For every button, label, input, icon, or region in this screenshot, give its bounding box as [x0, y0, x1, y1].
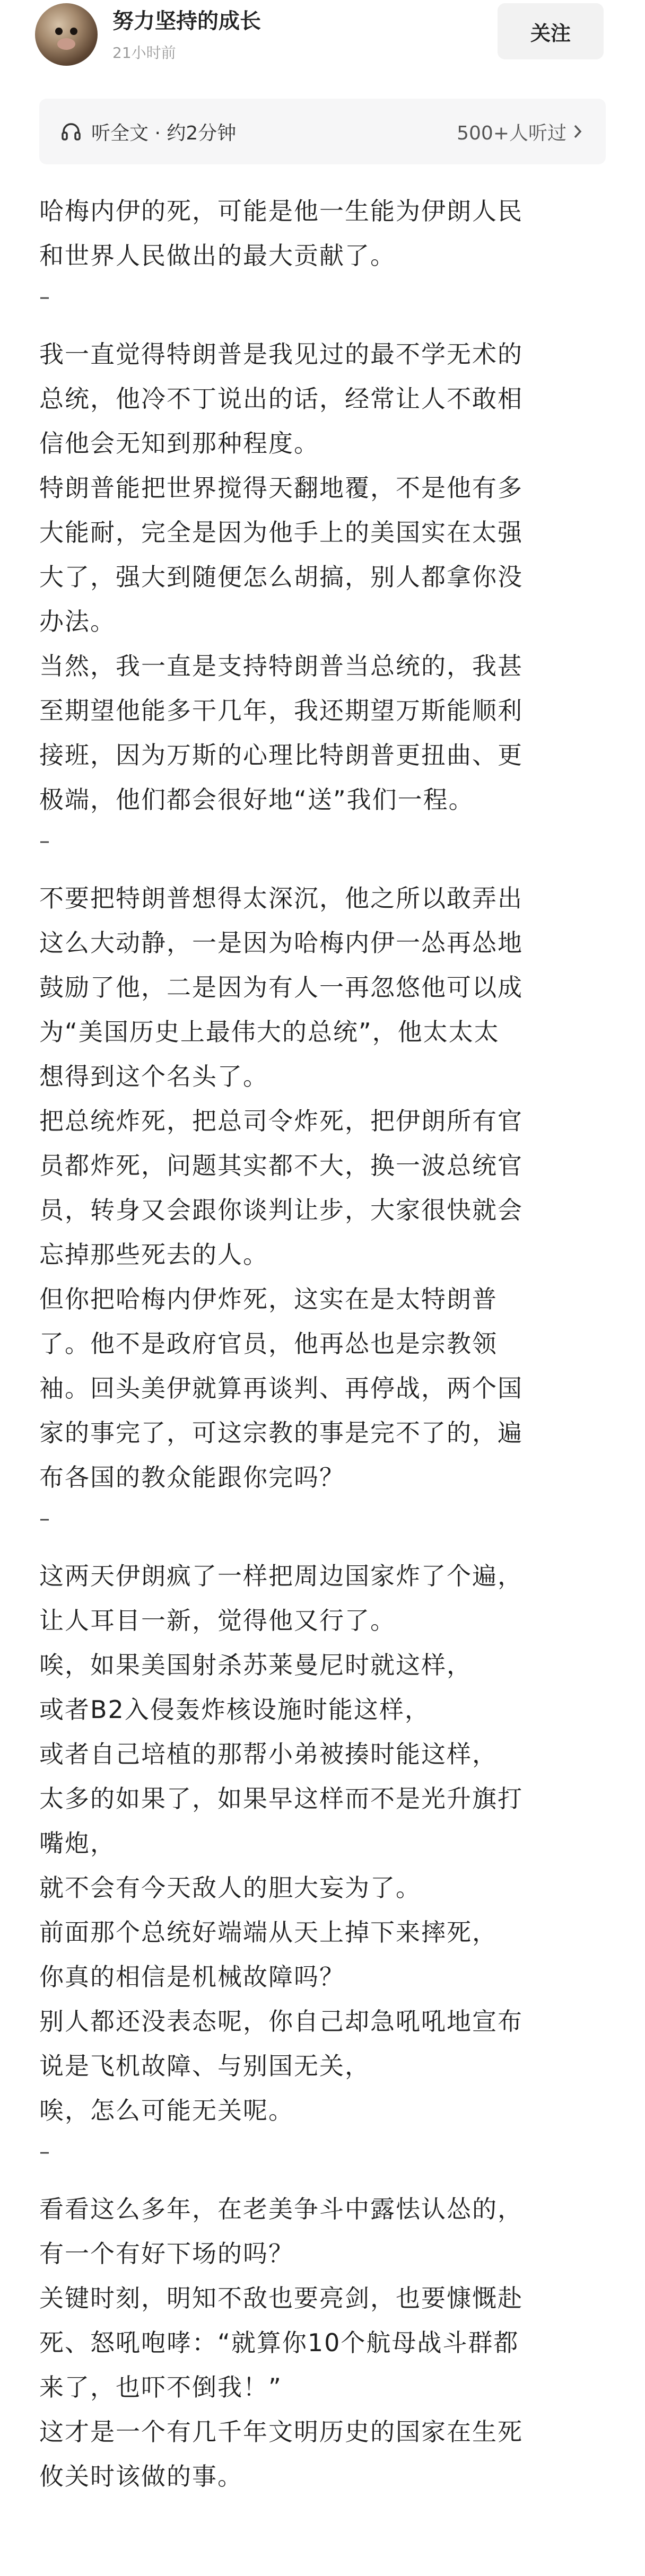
paragraph: 这两天伊朗疯了一样把周边国家炸了个遍， 让人耳目一新，觉得他又行了。: [39, 1562, 523, 1635]
author-avatar[interactable]: [35, 3, 98, 66]
paragraph: 唉，怎么可能无关呢。: [39, 2096, 294, 2125]
paragraph: 特朗普能把世界搅得天翻地覆，不是他有多 大能耐，完全是因为他手上的美国实在太强 大了，强大到随便怎么胡搞，别人都拿你没 办法。: [39, 474, 523, 636]
paragraph: 当然，我一直是支持特朗普当总统的，我甚 至期望他能多干几年，我还期望万斯能顺利 接班，因为万斯的心理比特朗普更扭曲、更 极端，他们都会很好地“送”我们一程。: [39, 652, 523, 814]
paragraph: 就不会有今天敌人的胆大妄为了。: [39, 1873, 421, 1902]
paragraph: 别人都还没表态呢，你自己却急吼吼地宣布 说是飞机故障、与别国无关，: [39, 2007, 523, 2080]
paragraph: 这才是一个有几千年文明历史的国家在生死 攸关时该做的事。: [39, 2417, 523, 2491]
paragraph: 关键时刻，明知不敌也要亮剑，也要慷慨赴 死、怒吼咆哮：“就算你10个航母战斗群都 来了，也吓不倒我！”: [39, 2284, 523, 2402]
avatar-nose: [57, 38, 75, 50]
headphones-icon: [60, 121, 82, 142]
section-divider: –: [39, 285, 50, 309]
paragraph: 把总统炸死，把总司令炸死，把伊朗所有官 员都炸死，问题其实都不大，换一波总统官 员，转身又会跟你谈判让步，大家很快就会 忘掉那些死去的人。: [39, 1107, 523, 1269]
paragraph: 看看这么多年，在老美争斗中露怯认怂的， 有一个有好下场的吗？: [39, 2195, 523, 2268]
paragraph: 前面那个总统好端端从天上掉下来摔死， 你真的相信是机械故障吗？: [39, 1918, 498, 1991]
paragraph: 不要把特朗普想得太深沉，他之所以敢弄出 这么大动静，一是因为哈梅内伊一怂再怂地 鼓励了他，二是因为有人一再忽悠他可以成 为“美国历史上最伟大的总统”，他太太太 想得到这个名头了。: [39, 884, 523, 1091]
follow-button[interactable]: 关注: [498, 3, 604, 59]
section-divider: –: [39, 829, 50, 853]
avatar-eye: [70, 28, 77, 35]
paragraph: 我一直觉得特朗普是我见过的最不学无术的 总统，他冷不丁说出的话，经常让人不敢相 信他会无知到那种程度。: [39, 340, 523, 458]
author-name[interactable]: 努力坚持的成长: [112, 9, 261, 33]
paragraph: 但你把哈梅内伊炸死，这实在是太特朗普 了。他不是政府官员，他再怂也是宗教领 袖。回头美伊就算再谈判、再停战，两个国 家的事完了，可这宗教的事是完不了的，遍 布各国的教众能跟你完吗？: [39, 1285, 523, 1492]
post-time: 21小时前: [112, 44, 176, 62]
chevron-right-icon: [571, 122, 585, 141]
section-divider: –: [39, 1506, 50, 1531]
paragraph: 唉，如果美国射杀苏莱曼尼时就这样，: [39, 1651, 472, 1679]
listen-label: 听全文 · 约2分钟: [91, 122, 237, 144]
paragraph: 或者自己培植的那帮小弟被揍时能这样，: [39, 1740, 498, 1768]
paragraph: 或者B2入侵轰炸核设施时能这样，: [39, 1695, 430, 1724]
section-divider: –: [39, 2140, 50, 2164]
listen-play[interactable]: [60, 118, 236, 145]
paragraph: 哈梅内伊的死，可能是他一生能为伊朗人民 和世界人民做出的最大贡献了。: [39, 197, 523, 270]
listeners-count: 500+人听过: [457, 122, 566, 144]
avatar-eye: [55, 28, 63, 35]
listeners-link[interactable]: [457, 118, 585, 145]
article-body: [39, 189, 607, 2499]
paragraph: 太多的如果了，如果早这样而不是光升旗打 嘴炮，: [39, 1784, 523, 1857]
post-header: [0, 0, 645, 74]
listen-bar[interactable]: [39, 99, 606, 164]
